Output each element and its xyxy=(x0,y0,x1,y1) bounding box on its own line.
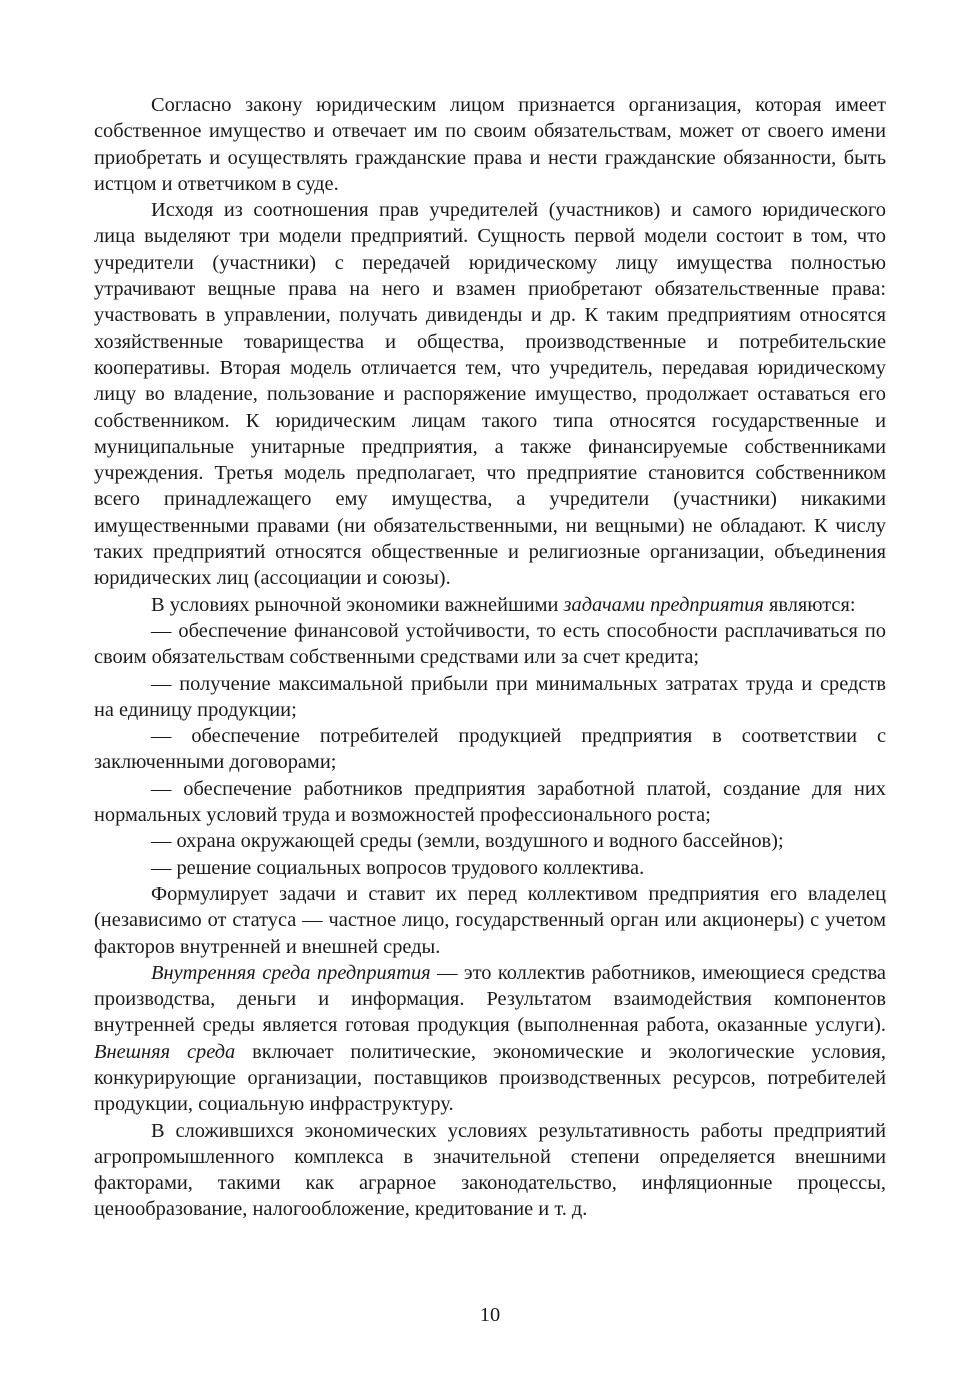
list-item-social-issues: — решение социальных вопросов трудового коллектива. xyxy=(151,856,645,879)
list-item-consumer-supply: — обеспечение потребителей продукцией предприятия в соответствии с заключенными договорами; xyxy=(94,725,886,774)
page-number: 10 xyxy=(479,1304,501,1326)
internal-environment-text: — это коллектив работников, имеющиеся средства производства, деньги и информация. Результатом взаимодействия компонентов внутренней среды является готовая продукция (выполненная работа, оказанные услуги). xyxy=(94,961,886,1037)
external-environment-text: включает политические, экономические и экологические условия, конкурирующие организации, поставщиков производственных ресурсов, потребителей продукции, социальную инфраструктуру. xyxy=(94,1040,886,1116)
list-item-max-profit: — получение максимальной прибыли при минимальных затратах труда и средств на единицу продукции; xyxy=(94,672,886,721)
tasks-intro-italic: задачами предприятия xyxy=(563,593,764,616)
list-item-environment: — охрана окружающей среды (земли, воздушного и водного бассейнов); xyxy=(151,830,784,853)
tasks-intro-text: В условиях рыночной экономики важнейшими xyxy=(151,593,564,616)
internal-environment-term: Внутренняя среда предприятия xyxy=(151,961,431,984)
paragraph-owner-formulates: Формулирует задачи и ставит их перед коллективом предприятия его владелец (независимо от статуса — частное лицо, государственный орган или акционеры) с учетом факторов внутренней и внешней среды. xyxy=(94,882,886,958)
paragraph-internal-external-environment xyxy=(94,960,886,1118)
paragraph-legal-entity-definition: Согласно закону юридическим лицом признается организация, которая имеет собственное имущество и отвечает им по своим обязательствам, может от своего имени приобретать и осуществлять гражданские права и нести гражданские обязанности, быть истцом и ответчиком в суде. xyxy=(94,94,886,195)
paragraph-enterprise-models: Исходя из соотношения прав учредителей (участников) и самого юридического лица выделяют три модели предприятий. Сущность первой модели состоит в том, что учредители (участники) с передачей юридическому лицу имущества полностью утрачивают вещные права на него и взамен приобретают обязательственные права: участвовать в управлении, получать дивиденды и др. К таким предприятиям относятся хозяйственные товарищества и общества, производственные и потребительские кооперативы. Вторая модель отличается тем, что учредитель, передавая юридическому лицу во владение, пользование и распоряжение имущество, продолжает оставаться его собственником. К юридическим лицам такого типа относятся государственные и муниципальные унитарные предприятия, а также финансируемые собственниками учреждения. Третья модель предполагает, что предприятие становится собственником всего принадлежащего ему имущества, а учредители (участники) никакими имущественными правами (ни обязательственными, ни вещными) не обладают. К числу таких предприятий относятся общественные и религиозные организации, объединения юридических лиц (ассоциации и союзы). xyxy=(94,199,886,590)
paragraph-agro-conditions: В сложившихся экономических условиях результативность работы предприятий агропромышленного комплекса в значительной степени определяется внешними факторами, такими как аграрное законодательство, инфляционные процессы, ценообразование, налогообложение, кредитование и т. д. xyxy=(94,1119,886,1221)
tasks-intro-tail: являются: xyxy=(763,593,856,616)
list-item-financial-stability: — обеспечение финансовой устойчивости, то есть способности расплачиваться по своим обязательствам собственными средствами или за счет кредита; xyxy=(94,619,886,669)
paragraph-tasks-intro xyxy=(94,592,886,618)
list-item-worker-wages: — обеспечение работников предприятия заработной платой, создание для них нормальных условий труда и возможностей профессионального роста; xyxy=(94,777,886,827)
external-environment-term: Внешняя среда xyxy=(94,1040,236,1063)
document-body xyxy=(94,92,886,1223)
